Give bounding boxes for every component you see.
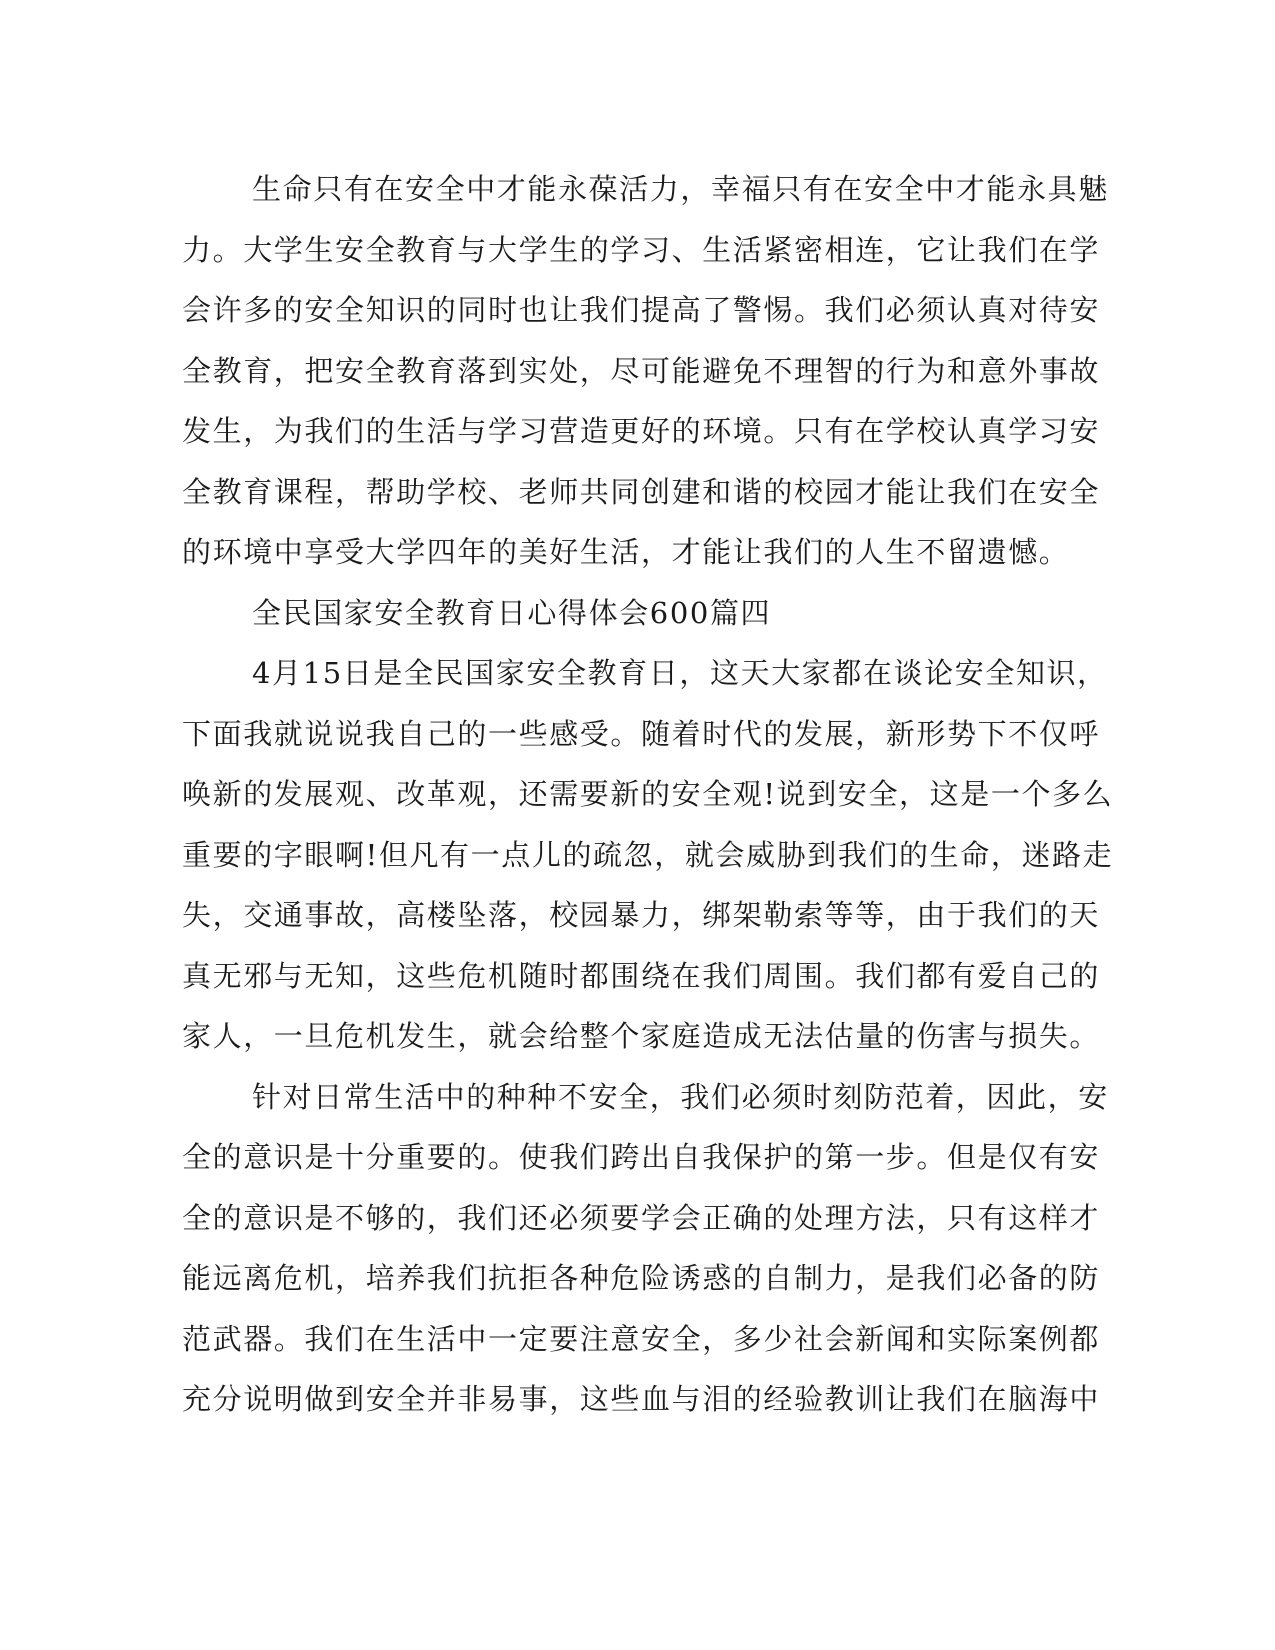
paragraph-line: 发生，为我们的生活与学习营造更好的环境。只有在学校认真学习安 xyxy=(182,414,1101,448)
paragraph-line: 下面我就说说我自己的一些感受。随着时代的发展，新形势下不仅呼 xyxy=(182,716,1101,751)
paragraph-line: 能远离危机，培养我们抗拒各种危险诱惑的自制力，是我们必备的防 xyxy=(182,1261,1101,1295)
paragraph-line: 全教育，把安全教育落到实处，尽可能避免不理智的行为和意外事故 xyxy=(182,353,1101,388)
paragraph-line: 真无邪与无知，这些危机随时都围绕在我们周围。我们都有爱自己的 xyxy=(182,958,1101,993)
paragraph-line: 重要的字眼啊!但凡有一点儿的疏忽，就会威胁到我们的生命，迷路走 xyxy=(182,837,1114,872)
paragraph-line: 唤新的发展观、改革观，还需要新的安全观!说到安全，这是一个多么 xyxy=(182,777,1114,811)
paragraph-line: 的环境中享受大学四年的美好生活，才能让我们的人生不留遗憾。 xyxy=(182,535,1070,569)
paragraph-line: 失，交通事故，高楼坠落，校园暴力，绑架勒索等等，由于我们的天 xyxy=(182,898,1101,932)
paragraph-line: 家人，一旦危机发生，就会给整个家庭造成无法估量的伤害与损失。 xyxy=(182,1019,1101,1053)
paragraph-line: 充分说明做到安全并非易事，这些血与泪的经验教训让我们在脑海中 xyxy=(182,1382,1101,1416)
paragraph-line: 4月15日是全民国家安全教育日，这天大家都在谈论安全知识， xyxy=(252,656,1108,690)
paragraph-line: 会许多的安全知识的同时也让我们提高了警惕。我们必须认真对待安 xyxy=(182,293,1101,327)
paragraph-line: 范武器。我们在生活中一定要注意安全，多少社会新闻和实际案例都 xyxy=(182,1321,1101,1356)
paragraph-line: 针对日常生活中的种种不安全，我们必须时刻防范着，因此，安 xyxy=(252,1079,1109,1114)
paragraph-line: 全教育课程，帮助学校、老师共同创建和谐的校园才能让我们在安全 xyxy=(182,474,1101,509)
paragraph-line: 全的意识是十分重要的。使我们跨出自我保护的第一步。但是仅有安 xyxy=(182,1140,1101,1174)
paragraph-line: 全的意识是不够的，我们还必须要学会正确的处理方法，只有这样才 xyxy=(182,1200,1101,1235)
document-body xyxy=(182,159,1114,1430)
paragraph-line: 生命只有在安全中才能永葆活力，幸福只有在安全中才能永具魅 xyxy=(252,172,1109,206)
section-heading: 全民国家安全教育日心得体会600篇四 xyxy=(252,595,772,630)
paragraph-line: 力。大学生安全教育与大学生的学习、生活紧密相连，它让我们在学 xyxy=(182,232,1101,267)
